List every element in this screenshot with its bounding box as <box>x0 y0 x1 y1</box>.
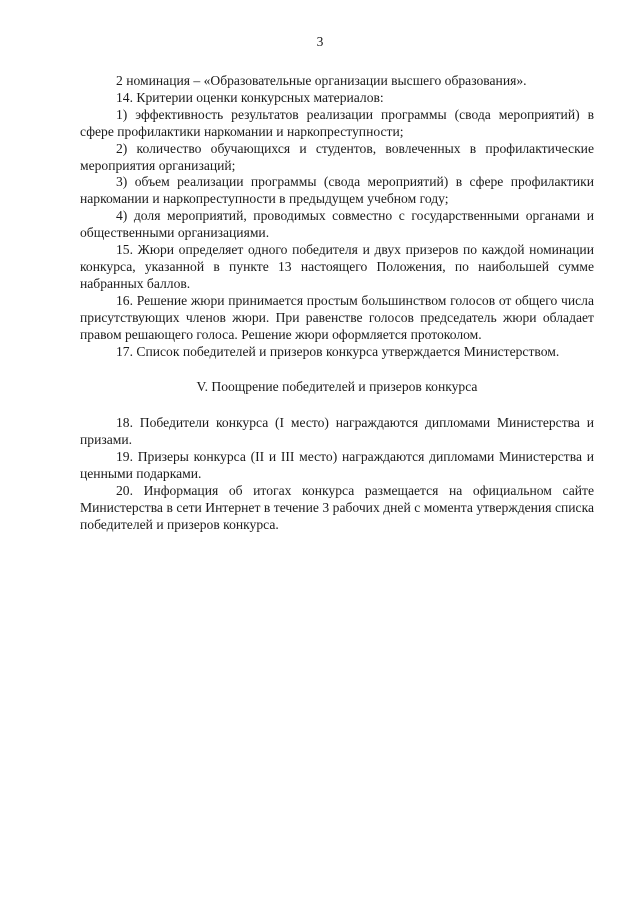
paragraph-criterion-2: 2) количество обучающихся и студентов, вовлеченных в профилактические мероприятия организаций; <box>80 140 594 173</box>
paragraph-19: 19. Призеры конкурса (II и III место) награждаются дипломами Министерства и ценными подарками. <box>80 449 594 482</box>
paragraph-16: 16. Решение жюри принимается простым большинством голосов от общего числа присутствующих членов жюри. При равенстве голосов председатель жюри обладает правом решающего голоса. Решение жюри оформляется протоколом. <box>80 292 594 342</box>
paragraph-14-criteria: 14. Критерии оценки конкурсных материалов: <box>116 89 384 105</box>
paragraph-criterion-3: 3) объем реализации программы (свода мероприятий) в сфере профилактики наркомании и наркопреступности в предыдущем учебном году; <box>80 174 594 207</box>
document-body <box>80 73 594 534</box>
paragraph-20: 20. Информация об итогах конкурса размещается на официальном сайте Министерства в сети Интернет в течение 3 рабочих дней с момента утверждения списка победителей и призеров конкурса. <box>80 482 594 532</box>
paragraph-15: 15. Жюри определяет одного победителя и двух призеров по каждой номинации конкурса, указанной в пункте 13 настоящего Положения, по наибольшей сумме набранных баллов. <box>80 242 594 291</box>
paragraph-18: 18. Победители конкурса (I место) награждаются дипломами Министерства и призами. <box>80 415 594 448</box>
section-heading: V. Поощрение победителей и призеров конкурса <box>196 379 478 395</box>
paragraph-17: 17. Список победителей и призеров конкурса утверждается Министерством. <box>116 343 560 359</box>
page-number: 3 <box>316 34 324 49</box>
paragraph-criterion-1: 1) эффективность результатов реализации программы (свода мероприятий) в сфере профилактики наркомании и наркопреступности; <box>80 106 594 139</box>
paragraph-nomination-2: 2 номинация – «Образовательные организации высшего образования». <box>116 73 527 88</box>
paragraph-criterion-4: 4) доля мероприятий, проводимых совместно с государственными органами и общественными организациями. <box>80 208 594 241</box>
